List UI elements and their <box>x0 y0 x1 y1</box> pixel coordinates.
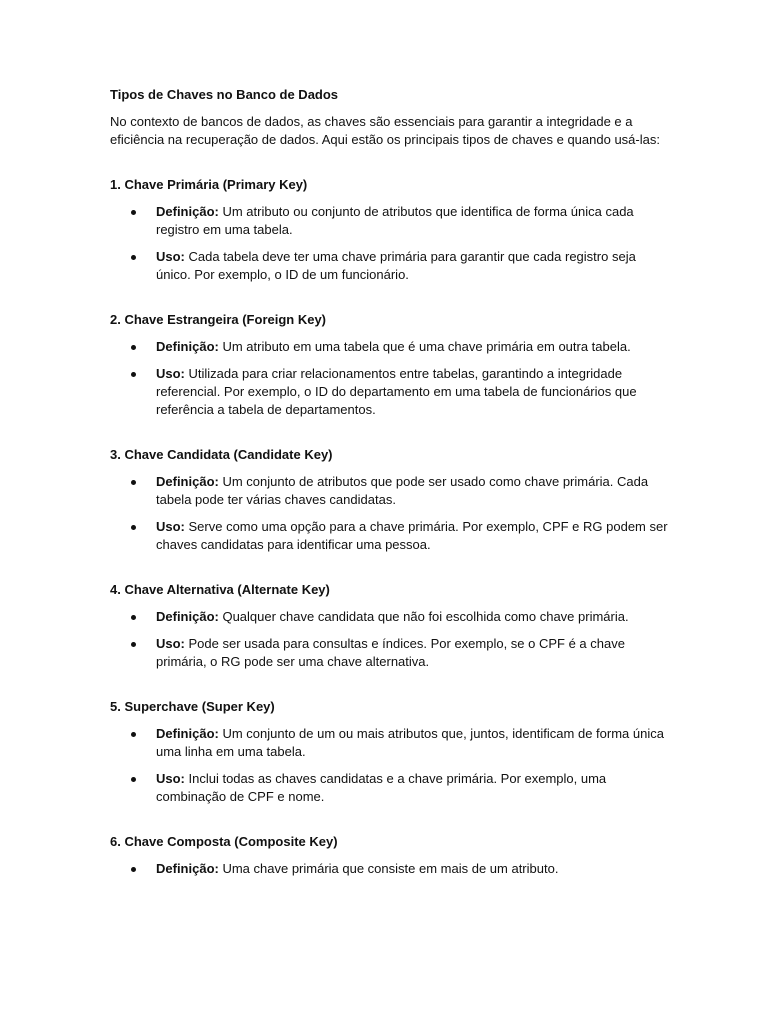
list-item <box>110 203 670 239</box>
term-label: Uso: <box>156 636 185 651</box>
bullet-icon <box>131 615 136 620</box>
section-primary-key <box>110 176 670 284</box>
list-item <box>110 518 670 554</box>
term-label: Definição: <box>156 726 219 741</box>
list-item <box>110 338 670 356</box>
term-text: Um conjunto de atributos que pode ser usado como chave primária. Cada tabela pode ter várias chaves candidatas. <box>156 474 649 507</box>
term-label: Definição: <box>156 339 219 354</box>
bullet-icon <box>131 345 136 350</box>
list-item <box>110 608 670 626</box>
section-composite-key <box>110 833 670 878</box>
term-text: Pode ser usada para consultas e índices. Por exemplo, se o CPF é a chave primária, o RG pode ser uma chave alternativa. <box>156 636 625 669</box>
bullet-list <box>110 860 670 878</box>
term-label: Definição: <box>156 474 219 489</box>
bullet-list <box>110 338 670 419</box>
section-heading: 4. Chave Alternativa (Alternate Key) <box>110 582 330 597</box>
bullet-list <box>110 203 670 284</box>
list-item <box>110 860 670 878</box>
section-foreign-key <box>110 311 670 419</box>
term-label: Uso: <box>156 519 185 534</box>
section-heading: 5. Superchave (Super Key) <box>110 699 275 714</box>
term-text: Qualquer chave candidata que não foi escolhida como chave primária. <box>218 609 629 624</box>
bullet-icon <box>131 372 136 377</box>
term-text: Uma chave primária que consiste em mais de um atributo. <box>218 861 559 876</box>
term-label: Uso: <box>156 249 185 264</box>
bullet-icon <box>131 525 136 530</box>
bullet-list <box>110 473 670 554</box>
section-heading: 3. Chave Candidata (Candidate Key) <box>110 447 333 462</box>
term-label: Uso: <box>156 771 185 786</box>
list-item <box>110 473 670 509</box>
document-page <box>110 86 670 887</box>
document-title: Tipos de Chaves no Banco de Dados <box>110 87 339 102</box>
bullet-list <box>110 725 670 806</box>
term-text: Um atributo em uma tabela que é uma chave primária em outra tabela. <box>218 339 631 354</box>
bullet-icon <box>131 732 136 737</box>
term-label: Definição: <box>156 204 219 219</box>
section-heading: 1. Chave Primária (Primary Key) <box>110 177 308 192</box>
section-heading: 6. Chave Composta (Composite Key) <box>110 834 338 849</box>
term-text: Serve como uma opção para a chave primária. Por exemplo, CPF e RG podem ser chaves candidatas para identificar uma pessoa. <box>156 519 668 552</box>
section-alternate-key <box>110 581 670 671</box>
list-item <box>110 248 670 284</box>
section-heading: 2. Chave Estrangeira (Foreign Key) <box>110 312 327 327</box>
term-label: Uso: <box>156 366 185 381</box>
list-item <box>110 635 670 671</box>
bullet-icon <box>131 210 136 215</box>
bullet-icon <box>131 255 136 260</box>
bullet-icon <box>131 642 136 647</box>
term-text: Cada tabela deve ter uma chave primária para garantir que cada registro seja único. Por exemplo, o ID de um funcionário. <box>156 249 636 282</box>
bullet-icon <box>131 867 136 872</box>
term-label: Definição: <box>156 609 219 624</box>
term-text: Um atributo ou conjunto de atributos que identifica de forma única cada registro em uma tabela. <box>156 204 634 237</box>
list-item <box>110 770 670 806</box>
list-item <box>110 365 670 419</box>
term-label: Definição: <box>156 861 219 876</box>
section-super-key <box>110 698 670 806</box>
intro-paragraph: No contexto de bancos de dados, as chaves são essenciais para garantir a integridade e a eficiência na recuperação de dados. Aqui estão os principais tipos de chaves e quando usá-las: <box>110 114 660 147</box>
bullet-icon <box>131 480 136 485</box>
term-text: Utilizada para criar relacionamentos entre tabelas, garantindo a integridade referencial. Por exemplo, o ID do departamento em uma tabela de funcionários que referência a tabela de departamentos. <box>156 366 637 417</box>
term-text: Um conjunto de um ou mais atributos que, juntos, identificam de forma única uma linha em uma tabela. <box>156 726 664 759</box>
bullet-list <box>110 608 670 671</box>
term-text: Inclui todas as chaves candidatas e a chave primária. Por exemplo, uma combinação de CPF e nome. <box>156 771 607 804</box>
list-item <box>110 725 670 761</box>
section-candidate-key <box>110 446 670 554</box>
bullet-icon <box>131 777 136 782</box>
